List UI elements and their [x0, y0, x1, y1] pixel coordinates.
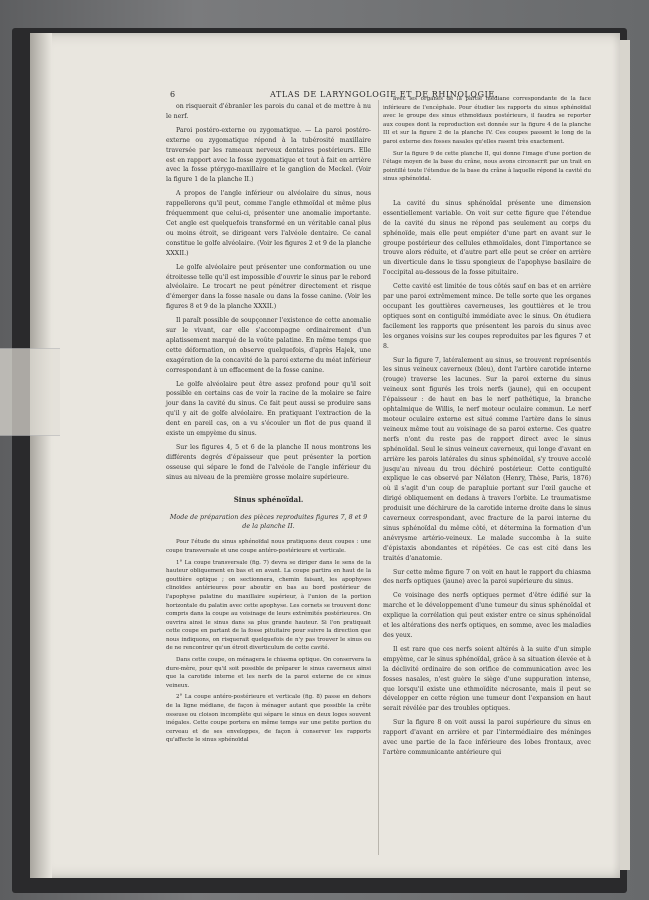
paragraph: 1° La coupe transversale (fig. 7) devra se diriger dans le sens de la hauteur obliquement en bas et en avant. La coupe partira en haut de la gouttière optique ; on sectionnera, chemin faisant, les apophyses clinoïdes antérieures pour aboutir en bas au bord postérieur de l'apophyse palatine du maxillaire supérieur, à l'union de la portion horizontale du palatin avec cette apophyse. Les cornets se trouvent donc compris dans la coupe au voisinage de leurs extrémités postérieures. On ouvrira ainsi le sinus dans sa plus grande hauteur. Si l'on pratiquait cette coupe en partant de la fosse pituitaire pour suivre la direction que nous indiquons, on risquerait quelquefois de n'y pas trouver le sinus ou de ne rencontrer qu'un étroit diverticulum de cette cavité.: [166, 559, 371, 652]
paragraph: Ce voisinage des nerfs optiques permet d'être édifié sur la marche et le développement d'une tumeur du sinus sphénoïdal et explique la corrélation qui peut exister entre ce sinus sphénoïdal et les altérations des nerfs optiques, en somme, avec les maladies des yeux.: [383, 592, 591, 639]
page-gutter-shadow: [30, 33, 52, 878]
paragraph: Sur la figure 8 on voit aussi la paroi supérieure du sinus en rapport d'avant en arrière et par l'intermédiaire des méninges avec une partie de la face inférieure des lobes frontaux, avec l'artère communicante antérieure qui: [383, 719, 591, 756]
running-title: ATLAS DE LARYNGOLOGIE ET DE RHINOLOGIE.: [270, 90, 498, 99]
right-column: [383, 95, 591, 762]
paragraph: Le golfe alvéolaire peut présenter une conformation ou une étroitesse telle qu'il est impossible d'ouvrir le sinus par le rebord alvéolaire. Le trocart ne peut pénétrer directement et risque d'émerger dans la fosse nasale ou dans la fosse canine. (Voir les figures 8 et 9 de la planche XXXII.): [166, 263, 371, 311]
paragraph: Il est rare que ces nerfs soient altérés à la suite d'un simple empyème, car le sinus sphénoïdal, grâce à sa situation élevée et à la déclivité ordinaire de son orifice de communication avec les fosses nasales, n'est guère le siège d'une suppuration intense, que lorsqu'il existe une ethmoïdite nécrosante, mais il peut se développer en cette région une tumeur dont l'expansion en haut serait révélée par des troubles optiques.: [383, 645, 591, 713]
paragraph: 2° La coupe antéro-postérieure et verticale (fig. 8) passe en dehors de la ligne médiane, de façon à ménager autant que possible la crête osseuse ou cloison incomplète qui sépare le sinus en deux loges souvent inégales. Cette coupe portera en même temps sur une petite portion du cerveau et de ses enveloppes, de façon à conserver les rapports qu'affecte le sinus sphénoïdal: [166, 694, 371, 744]
small-print-block: [383, 95, 591, 184]
paragraph: Dans cette coupe, on ménagera le chiasma optique. On conservera la dure-mère, pour qu'il soit possible de préparer le sinus caverneux ainsi que la carotide interne et les nerfs de la paroi externe de ce sinus veineux.: [166, 657, 371, 689]
paragraph: Il paraît possible de soupçonner l'existence de cette anomalie sur le vivant, car elle s'accompagne ordinairement d'un aplatissement marqué de la voûte palatine. En même temps que cette déformation, on observe quelquefois, d'après Hajek, une exagération de la concavité de la paroi externe du méat inférieur correspondant à un effacement de la fosse canine.: [166, 317, 371, 374]
paragraph: Sur la figure 7, latéralement au sinus, se trouvent représentés les sinus veineux caverneux (bleu), dont l'artère carotide interne (rouge) traverse les lacunes. Sur la paroi externe du sinus veineux sont figurés les trois nerfs (jaune), qui en occupent l'épaisseur : de haut en bas le nerf pathétique, la branche ophtalmique de Willis, le nerf moteur oculaire commun. Le nerf moteur oculaire externe est situé comme l'artère dans le sinus veineux même tout au voisinage de sa paroi externe. Ces quatre nerfs n'ont du reste pas de rapport direct avec le sinus sphénoïdal. Seul le sinus veineux caverneux, qui longe d'avant en arrière les parois latérales du sinus sphénoïdal, s'y trouve accolé jusqu'au niveau du trou déchiré postérieur. Cette contiguïté explique le cas observé par Nélaton (Henry, Thèse, Paris, 1876) où il s'agit d'un coup de parapluie portant sur l'œil gauche et dirigé obliquement en dedans à travers l'orbite. Le traumatisme produisit une déchirure de la carotide interne droite dans le sinus caverneux correspondant, avec fracture de la paroi interne du sinus sphénoïdal du même côté, et détermina la formation d'un anévrysme artério-veineux. Le malade succomba à la suite d'épistaxis abondantes et répétées. Ce cas est cité dans les traités d'anatomie.: [383, 356, 591, 562]
paragraph: Sur la figure 9 de cette planche II, qui donne l'image d'une portion de l'étage moyen de la base du crâne, nous avons circonscrit par un trait en pointillé toute l'étendue de la base du crâne à laquelle répond la cavité du sinus sphénoïdal.: [383, 150, 591, 183]
spacer: [383, 187, 591, 199]
page-number: 6: [170, 90, 176, 99]
paragraph: Cette cavité est limitée de tous côtés sauf en bas et en arrière par une paroi extrêmement mince. De telle sorte que les organes occupant les gouttières caverneuses, les gouttières et le trou optiques sont en contiguïté immédiate avec le sinus. On étudiera facilement les rapports que présentent les parois du sinus avec les organes voisins sur les coupes reproduites par les figures 7 et 8.: [383, 283, 591, 350]
paragraph: La cavité du sinus sphénoïdal présente une dimension essentiellement variable. On voit sur cette figure que l'étendue de la cavité du sinus ne répond pas seulement au corps du sphénoïde, mais elle peut empiéter d'une part en avant sur le groupe postérieur des cellules ethmoïdales, dont l'importance se trouve alors réduite, et d'autre part elle peut se créer en arrière un diverticule dans le tissu spongieux de l'apophyse basilaire de l'occipital au-dessous de la fosse pituitaire.: [383, 199, 591, 277]
column-divider: [378, 100, 379, 855]
paragraph: Le golfe alvéolaire peut être assez profond pour qu'il soit possible en certains cas de voir la racine de la molaire se faire jour dans la cavité du sinus. Ce fait peut aussi se produire sans qu'il y ait de golfe alvéolaire. En pratiquant l'extraction de la dent en pareil cas, on a vu s'écouler un flot de pus quand il existe un empyème du sinus.: [166, 380, 371, 438]
paragraph: Sur les figures 4, 5 et 6 de la planche II nous montrons les différents degrés d'épaisseur que peut présenter la portion osseuse qui sépare le fond de l'alvéole de l'angle inférieur du sinus au niveau de la première grosse molaire supérieure.: [166, 444, 371, 481]
paragraph: Sur cette même figure 7 on voit en haut le rapport du chiasma des nerfs optiques (jaune) avec la paroi supérieure du sinus.: [383, 568, 591, 586]
section-subheading: Mode de préparation des pièces reproduites figures 7, 8 et 9 de la planche II.: [169, 512, 368, 531]
small-print-block: [166, 538, 371, 745]
paragraph: avec les organes de la partie médiane correspondante de la face inférieure de l'encéphale. Pour étudier les rapports du sinus sphénoïdal avec le groupe des sinus ethmoïdaux postérieurs, il faudra se reporter aux coupes dont la reproduction est donnée sur la figure 4 de la planche III et sur la figure 2 de la planche IV. Ces coupes passent le long de la paroi externe des fosses nasales qu'elles rasent très exactement.: [383, 96, 591, 145]
section-heading: Sinus sphénoïdal.: [233, 494, 304, 504]
paper-bookmark-strip: [0, 348, 60, 436]
paragraph: Pour l'étude du sinus sphénoïdal nous pratiquons deux coupes : une coupe transversale et une coupe antéro-postérieure et verticale.: [166, 539, 371, 554]
paragraph: A propos de l'angle inférieur ou alvéolaire du sinus, nous rappellerons qu'il peut, comme l'angle ethmoïdal et même plus fréquemment que celui-ci, présenter une anomalie importante. Cet angle est quelquefois transformé en un véritable canal plus ou moins étroit, se dirigeant vers l'alvéole dentaire. Ce canal constitue le golfe alvéolaire. (Voir les figures 2 et 9 de la planche XXXII.): [166, 190, 371, 257]
paragraph: Paroi postéro-externe ou zygomatique. — La paroi postéro-externe ou zygomatique répond à la tubérosité maxillaire traversée par les rameaux nerveux dentaires postérieurs. Elle est en rapport avec la fosse zygomatique et tout à fait en arrière avec la fosse ptérygo-maxillaire et le ganglion de Meckel. (Voir la figure 1 de la planche II.): [166, 126, 371, 184]
left-column: [166, 102, 371, 748]
paragraph: on risquerait d'ébranler les parois du canal et de mettre à nu le nerf.: [166, 103, 371, 120]
